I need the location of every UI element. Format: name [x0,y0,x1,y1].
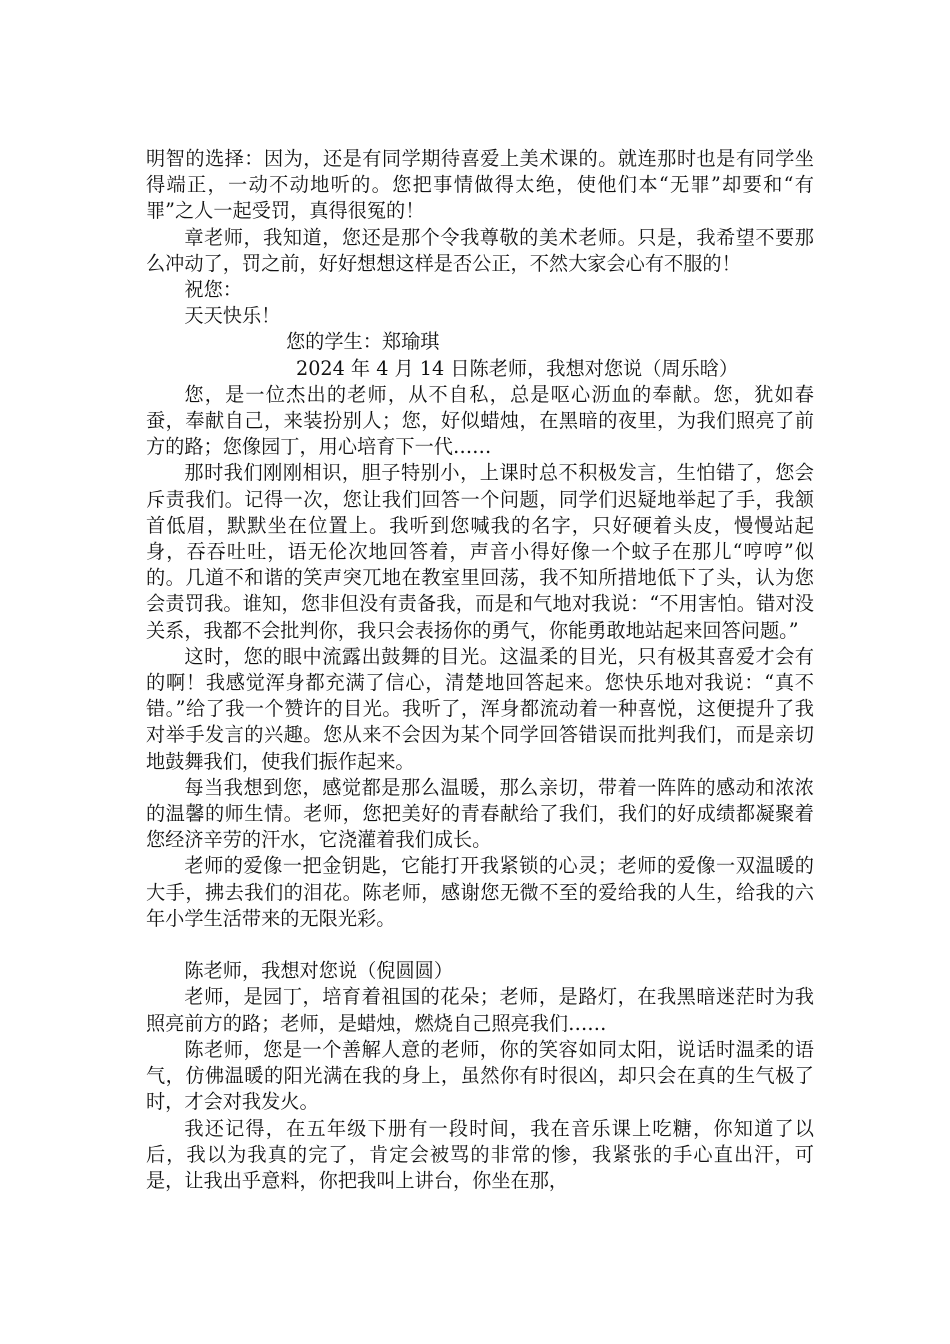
letter1-wish: 天天快乐！ [184,304,281,328]
letter1-closing: 祝您： [184,278,242,302]
letter2-date-title: 2024 年 4 月 14 日陈老师，我想对您说（周乐晗） [296,356,739,380]
letter2-paragraph: 老师的爱像一把金钥匙，它能打开我紧锁的心灵；老师的爱像一双温暖的大手，拂去我们的泪花。陈老师，感谢您无微不至的爱给我的人生，给我的六年小学生活带来的无限光彩。 [146,854,814,930]
letter3-paragraph: 陈老师，您是一个善解人意的老师，你的笑容如同太阳，说话时温柔的语气，仿佛温暖的阳光满在我的身上，虽然你有时很凶，却只会在真的生气极了时，才会对我发火。 [146,1037,814,1114]
letter1-paragraph: 明智的选择：因为，还是有同学期待喜爱上美术课的。就连那时也是有同学坐得端正，一动不动地听的。您把事情做得太绝，使他们本“无罪”却要和“有罪”之人一起受罚，真得很冤的！ [146,147,814,223]
letter2-paragraph: 您，是一位杰出的老师，从不自私，总是呕心沥血的奉献。您，犹如春蚕，奉献自己，来装扮别人；您，好似蜡烛，在黑暗的夜里，为我们照亮了前方的路；您像园丁，用心培育下一代…… [146,382,814,459]
letter3-title: 陈老师，我想对您说（倪圆圆） [184,959,454,983]
letter2-paragraph: 这时，您的眼中流露出鼓舞的目光。这温柔的目光，只有极其喜爱才会有的啊！我感觉浑身都充满了信心，清楚地回答起来。您快乐地对我说：“真不错。”给了我一个赞许的目光。我听了，浑身都流动着一种喜悦，这便提升了我对举手发言的兴趣。您从来不会因为某个同学回答错误而批判我们，而是亲切地鼓舞我们，使我们振作起来。 [146,644,814,773]
document-page [146,146,814,1194]
letter2-paragraph: 每当我想到您，感觉都是那么温暖，那么亲切，带着一阵阵的感动和浓浓的温馨的师生情。老师，您把美好的青春献给了我们，我们的好成绩都凝聚着您经济辛劳的汗水，它浇灌着我们成长。 [146,775,814,852]
letter1-signature: 您的学生：郑瑜琪 [286,330,440,354]
letter2-paragraph: 那时我们刚刚相识，胆子特别小，上课时总不积极发言，生怕错了，您会斥责我们。记得一次，您让我们回答一个问题，同学们迟疑地举起了手，我颔首低眉，默默坐在位置上。我听到您喊我的名字，只好硬着头皮，慢慢站起身，吞吞吐吐，语无伦次地回答着，声音小得好像一个蚊子在那儿“哼哼”似的。几道不和谐的笑声突兀地在教室里回荡，我不知所措地低下了头，认为您会责罚我。谁知，您非但没有责备我，而是和气地对我说：“不用害怕。错对没关系，我都不会批判你，我只会表扬你的勇气，你能勇敢地站起来回答问题。” [146,461,814,642]
letter3-paragraph: 我还记得，在五年级下册有一段时间，我在音乐课上吃糖，你知道了以后，我以为我真的完了，肯定会被骂的非常的惨，我紧张的手心直出汗，可是，让我出乎意料，你把我叫上讲台，你坐在那， [146,1116,814,1192]
letter1-paragraph: 章老师，我知道，您还是那个令我尊敬的美术老师。只是，我希望不要那么冲动了，罚之前，好好想想这样是否公正，不然大家会心有不服的！ [146,225,814,275]
letter3-paragraph: 老师，是园丁，培育着祖国的花朵；老师，是路灯，在我黑暗迷茫时为我照亮前方的路；老师，是蜡烛，燃烧自己照亮我们…… [146,985,814,1035]
blank-line [146,932,814,958]
